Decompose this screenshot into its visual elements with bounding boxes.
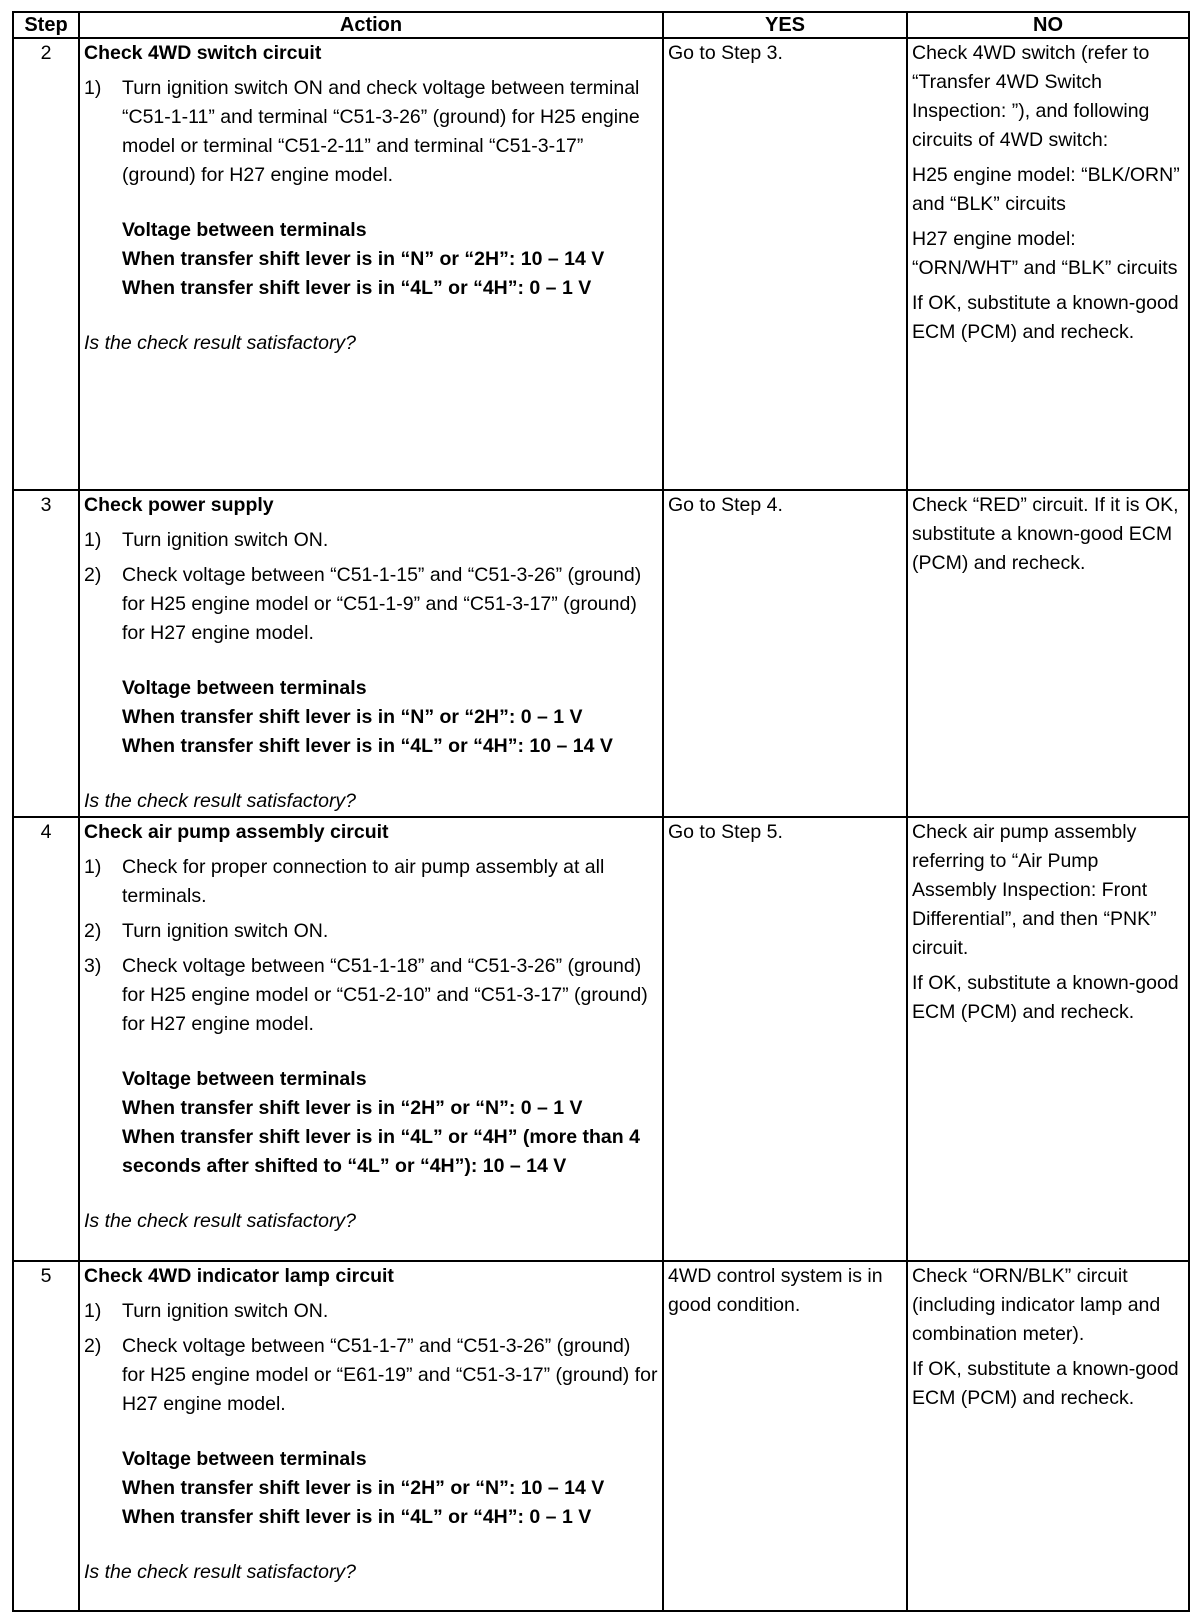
action-title: Check air pump assembly circuit — [84, 821, 389, 843]
action-step-number: 2) — [84, 564, 102, 586]
action-step — [84, 74, 658, 190]
check-question: Is the check result satisfactory? — [84, 1210, 357, 1232]
action-step — [84, 853, 658, 911]
no-paragraph: If OK, substitute a known-good ECM (PCM) and recheck. — [912, 972, 1179, 1023]
voltage-spec — [84, 674, 658, 761]
header-yes: YES — [663, 12, 907, 38]
step-number: 5 — [13, 1261, 79, 1611]
action-step-number: 1) — [84, 529, 102, 551]
action-step-number: 2) — [84, 1335, 102, 1357]
action-title: Check 4WD switch circuit — [84, 42, 322, 64]
no-paragraph: Check 4WD switch (refer to “Transfer 4WD Switch Inspection: ”), and following circuits of 4WD switch: — [912, 42, 1150, 151]
step-number: 4 — [13, 817, 79, 1261]
yes-cell — [663, 1261, 907, 1611]
action-step — [84, 526, 658, 555]
spec-line: When transfer shift lever is in “N” or “2H”: 10 – 14 V — [122, 248, 605, 270]
no-paragraph: Check “ORN/BLK” circuit (including indicator lamp and combination meter). — [912, 1265, 1161, 1345]
action-step-text: Turn ignition switch ON and check voltage between terminal “C51-1-11” and terminal “C51-3-26” (ground) for H25 engine model or terminal “C51-2-11” and terminal “C51-3-17” (ground) for H27 engine model. — [122, 77, 640, 186]
no-cell — [907, 1261, 1189, 1611]
no-paragraph: If OK, substitute a known-good ECM (PCM) and recheck. — [912, 1358, 1179, 1409]
action-title: Check power supply — [84, 494, 274, 516]
action-step-number: 2) — [84, 920, 102, 942]
no-paragraph: Check air pump assembly referring to “Air Pump Assembly Inspection: Front Differential”, and then “PNK” circuit. — [912, 821, 1157, 959]
spec-line: When transfer shift lever is in “4L” or “4H” (more than 4 seconds after shifted to “4L” or “4H”): 10 – 14 V — [122, 1126, 640, 1177]
spec-title: Voltage between terminals — [122, 1448, 367, 1470]
spec-line: When transfer shift lever is in “4L” or “4H”: 0 – 1 V — [122, 1506, 592, 1528]
spec-line: When transfer shift lever is in “4L” or “4H”: 10 – 14 V — [122, 735, 613, 757]
voltage-spec — [84, 1065, 658, 1181]
yes-text: Go to Step 4. — [668, 494, 783, 516]
spec-title: Voltage between terminals — [122, 1068, 367, 1090]
yes-text: Go to Step 5. — [668, 821, 783, 843]
check-question: Is the check result satisfactory? — [84, 1561, 357, 1583]
action-step-text: Turn ignition switch ON. — [122, 529, 329, 551]
check-question: Is the check result satisfactory? — [84, 790, 357, 812]
table-row — [13, 817, 1189, 1261]
action-step-text: Check voltage between “C51-1-15” and “C51-3-26” (ground) for H25 engine model or “C51-1-9” and “C51-3-17” (ground) for H27 engine model. — [122, 564, 642, 644]
action-step-text: Turn ignition switch ON. — [122, 1300, 329, 1322]
no-cell — [907, 38, 1189, 490]
table-header-row — [13, 12, 1189, 38]
no-paragraph: If OK, substitute a known-good ECM (PCM) and recheck. — [912, 292, 1179, 343]
no-cell — [907, 490, 1189, 817]
table-row — [13, 490, 1189, 817]
action-step-number: 3) — [84, 955, 102, 977]
action-step — [84, 952, 658, 1039]
action-step — [84, 561, 658, 648]
check-question: Is the check result satisfactory? — [84, 332, 357, 354]
no-paragraph: H27 engine model: “ORN/WHT” and “BLK” circuits — [912, 228, 1178, 279]
spec-title: Voltage between terminals — [122, 219, 367, 241]
yes-cell — [663, 817, 907, 1261]
table-row — [13, 1261, 1189, 1611]
table-body — [13, 38, 1189, 1611]
spec-title: Voltage between terminals — [122, 677, 367, 699]
action-cell — [79, 38, 663, 490]
yes-cell — [663, 490, 907, 817]
step-number: 2 — [13, 38, 79, 490]
spec-line: When transfer shift lever is in “N” or “2H”: 0 – 1 V — [122, 706, 583, 728]
yes-text: Go to Step 3. — [668, 42, 783, 64]
action-step-text: Check voltage between “C51-1-18” and “C51-3-26” (ground) for H25 engine model or “C51-2-10” and “C51-3-17” (ground) for H27 engine model. — [122, 955, 648, 1035]
table-row — [13, 38, 1189, 490]
header-no: NO — [907, 12, 1189, 38]
no-cell — [907, 817, 1189, 1261]
action-step-number: 1) — [84, 856, 102, 878]
yes-text: 4WD control system is in good condition. — [668, 1265, 883, 1316]
action-step — [84, 1297, 658, 1326]
action-cell — [79, 817, 663, 1261]
action-step-text: Check for proper connection to air pump assembly at all terminals. — [122, 856, 605, 907]
voltage-spec — [84, 216, 658, 303]
action-title: Check 4WD indicator lamp circuit — [84, 1265, 394, 1287]
troubleshooting-table — [12, 11, 1190, 1612]
action-cell — [79, 490, 663, 817]
spec-line: When transfer shift lever is in “4L” or “4H”: 0 – 1 V — [122, 277, 592, 299]
action-step-number: 1) — [84, 1300, 102, 1322]
spec-line: When transfer shift lever is in “2H” or “N”: 0 – 1 V — [122, 1097, 583, 1119]
action-step-text: Turn ignition switch ON. — [122, 920, 329, 942]
voltage-spec — [84, 1445, 658, 1532]
spec-line: When transfer shift lever is in “2H” or “N”: 10 – 14 V — [122, 1477, 605, 1499]
action-step — [84, 917, 658, 946]
no-paragraph: Check “RED” circuit. If it is OK, substitute a known-good ECM (PCM) and recheck. — [912, 494, 1179, 574]
step-number: 3 — [13, 490, 79, 817]
action-cell — [79, 1261, 663, 1611]
action-step-text: Check voltage between “C51-1-7” and “C51-3-26” (ground) for H25 engine model or “E61-19” and “C51-3-17” (ground) for H27 engine model. — [122, 1335, 658, 1415]
header-step: Step — [13, 12, 79, 38]
no-paragraph: H25 engine model: “BLK/ORN” and “BLK” circuits — [912, 164, 1180, 215]
action-step — [84, 1332, 658, 1419]
yes-cell — [663, 38, 907, 490]
action-step-number: 1) — [84, 77, 102, 99]
header-action: Action — [79, 12, 663, 38]
